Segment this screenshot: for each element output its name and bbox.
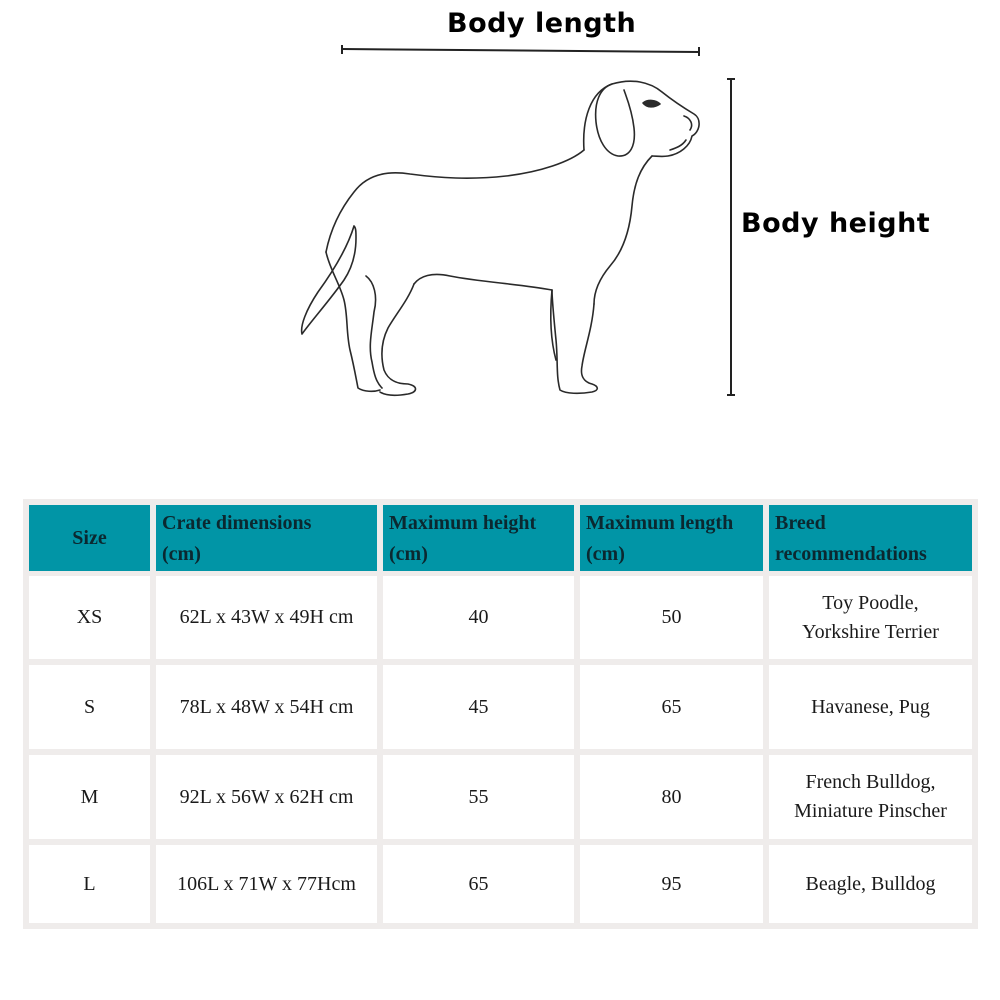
breed-line: Yorkshire Terrier: [802, 620, 939, 643]
header-breed-line1: Breed: [775, 512, 826, 534]
table-row-m-max-height: 55: [383, 755, 574, 839]
table-row-xs-size: XS: [29, 576, 150, 659]
breed-line: Toy Poodle,: [822, 591, 919, 614]
table-row-xs-breed: [769, 576, 972, 659]
header-max-height: [383, 505, 574, 571]
header-size: [29, 505, 150, 571]
header-crate-dimensions: [156, 505, 377, 571]
header-breed-line2: recommendations: [775, 543, 927, 565]
table-row-l-max-length: 95: [580, 845, 763, 923]
table-row-xs-max-height: 40: [383, 576, 574, 659]
table-row-s-max-height: 45: [383, 665, 574, 749]
header-max-length: [580, 505, 763, 571]
size-table: [23, 499, 978, 929]
body-height-line: [727, 79, 735, 395]
dog-outline-icon: [302, 81, 699, 395]
header-max-height-line2: (cm): [389, 543, 428, 565]
table-row-s-max-length: 65: [580, 665, 763, 749]
table-row-m-dims: 92L x 56W x 62H cm: [156, 755, 377, 839]
header-max-height-line1: Maximum height: [389, 512, 537, 534]
breed-line: Havanese, Pug: [811, 695, 930, 718]
breed-line: Miniature Pinscher: [794, 800, 947, 822]
header-crate-line1: Crate dimensions: [162, 512, 312, 534]
table-row-xs-max-length: 50: [580, 576, 763, 659]
table-row-s-breed: [769, 665, 972, 749]
breed-line: French Bulldog,: [805, 771, 936, 793]
table-row-m-size: M: [29, 755, 150, 839]
header-max-length-line2: (cm): [586, 543, 625, 565]
header-breed: [769, 505, 972, 571]
table-row-s-dims: 78L x 48W x 54H cm: [156, 665, 377, 749]
dog-measurement-diagram: [0, 0, 1000, 440]
table-row-l-dims: 106L x 71W x 77Hcm: [156, 845, 377, 923]
table-row-l-max-height: 65: [383, 845, 574, 923]
body-length-label: Body length: [447, 8, 637, 39]
body-height-label: Body height: [741, 208, 931, 239]
header-crate-line2: (cm): [162, 543, 201, 565]
body-length-line: [342, 45, 699, 56]
table-row-l-breed: [769, 845, 972, 923]
header-max-length-line1: Maximum length: [586, 512, 734, 534]
table-row-m-breed: [769, 755, 972, 839]
header-size-label: Size: [72, 526, 107, 549]
table-row-s-size: S: [29, 665, 150, 749]
breed-line: Beagle, Bulldog: [805, 872, 936, 895]
table-row-l-size: L: [29, 845, 150, 923]
table-row-m-max-length: 80: [580, 755, 763, 839]
table-row-xs-dims: 62L x 43W x 49H cm: [156, 576, 377, 659]
